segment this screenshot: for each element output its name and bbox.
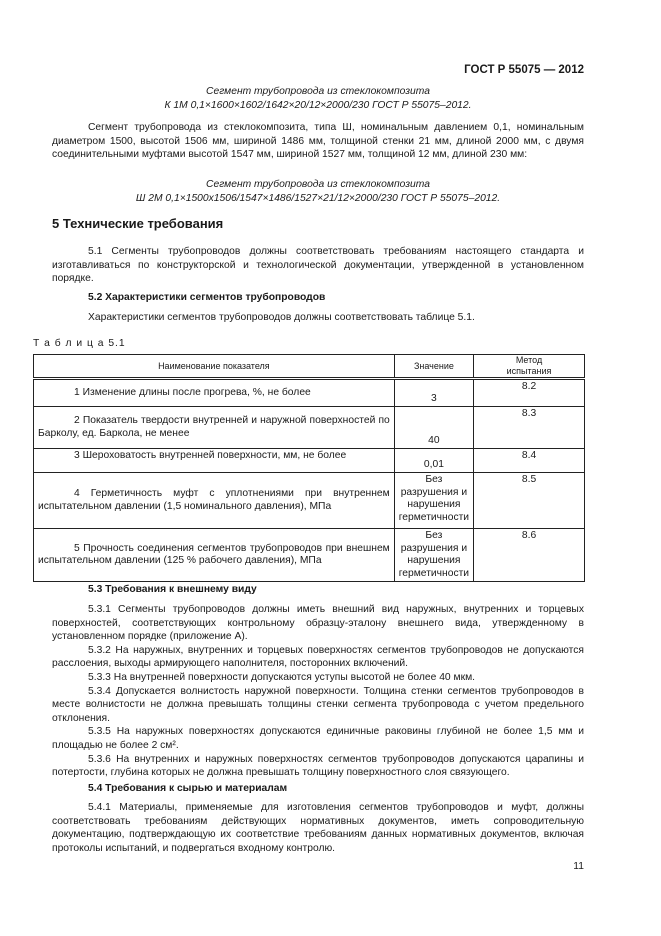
paragraph: 5.3.6 На внутренних и наружных поверхностях сегментов трубопроводов допускаются царапины и потертости, глубина которых не должна превышать толщину поверхностного слоя связующего.	[52, 753, 584, 779]
cell-indicator: 1 Изменение длины после прогрева, %, не более	[34, 379, 395, 407]
cell-method: 8.4	[474, 449, 585, 473]
table-header-row	[34, 355, 585, 379]
cell-value: Без разрушения и нарушения герметичности	[394, 473, 473, 529]
paragraph: 5.3.1 Сегменты трубопроводов должны иметь внешний вид наружных, внутренних и торцевых поверхностей, соответствующих контрольному образцу-эталону внешнего вида, утвержденному в установленном порядке (приложение А).	[52, 604, 584, 643]
section-heading: 5 Технические требования	[52, 216, 224, 231]
cell-indicator: 4 Герметичность муфт с уплотнениями при внутреннем испытательном давлении (1,5 номинального давления), МПа	[34, 473, 395, 529]
column-header: Значение	[394, 355, 473, 379]
cell-indicator: 5 Прочность соединения сегментов трубопроводов при внешнем испытательном давлении (125 % рабочего давления), МПа	[34, 529, 395, 582]
designation-example-1	[52, 85, 584, 112]
table-row	[34, 473, 585, 529]
cell-indicator: 2 Показатель твердости внутренней и наружной поверхностей по Барколу, ед. Баркола, не менее	[34, 407, 395, 449]
paragraph: 5.3.5 На наружных поверхностях допускаются единичные раковины глубиной не более 1,5 мм и площадью не более 2 см².	[52, 726, 584, 751]
paragraph: 5.3.2 На наружных, внутренних и торцевых поверхностях сегментов трубопроводов не допускаются расслоения, выходы армирующего наполнителя, посторонних включений.	[52, 644, 584, 670]
paragraph-type-sh: Сегмент трубопровода из стеклокомпозита, типа Ш, номинальным давлением 0,1, номинальным диаметром 1500, высотой 1506 мм, шириной 1486 мм, толщиной стенки 21 мм, длиной 2000 мм, с двумя соединительными муфтами высотой 1547 мм, шириной 1527 мм, толщиной 12 мм, длиной 230 мм:	[52, 122, 584, 161]
table-row	[34, 529, 585, 582]
table-caption: Т а б л и ц а 5.1	[33, 338, 126, 349]
paragraph: 5.3.4 Допускается волнистость наружной поверхности. Толщина стенки сегментов трубопроводов в месте волнистости не должна превышать толщины стенки сегмента трубопровода с учетом предельного отклонения.	[52, 685, 584, 724]
subsection-heading-5-4: 5.4 Требования к сырью и материалам	[88, 783, 288, 794]
table-row	[34, 407, 585, 449]
cell-value: 40	[394, 407, 473, 449]
paragraph-5-4-1: 5.4.1 Материалы, применяемые для изготовления сегментов трубопроводов и муфт, должны соответствовать требованиям действующих нормативных документов, иметь сопроводительную документацию, подтверждающую их соответствие требованиям данных нормативных документов, включая протоколы испытаний, и подвергаться входному контролю.	[52, 802, 584, 854]
cell-value: Без разрушения и нарушения герметичности	[394, 529, 473, 582]
paragraph-5-1: 5.1 Сегменты трубопроводов должны соответствовать требованиям настоящего стандарта и изготавливаться по конструкторской и технологической документации, утвержденной в установленном порядке.	[52, 246, 584, 285]
paragraph-5-2: Характеристики сегментов трубопроводов должны соответствовать таблице 5.1.	[88, 312, 475, 323]
cell-method: 8.2	[474, 379, 585, 407]
cell-indicator: 3 Шероховатость внутренней поверхности, мм, не более	[34, 449, 395, 473]
cell-method: 8.6	[474, 529, 585, 582]
designation-example-2	[52, 178, 584, 205]
standard-header: ГОСТ Р 55075 — 2012	[464, 64, 584, 76]
section-5-3-paragraphs	[52, 603, 584, 780]
paragraph: 5.3.3 На внутренней поверхности допускаются уступы высотой не более 40 мкм.	[88, 671, 476, 683]
subsection-heading-5-2: 5.2 Характеристики сегментов трубопроводов	[88, 292, 326, 303]
designation-line: Сегмент трубопровода из стеклокомпозита	[206, 86, 430, 97]
characteristics-table	[33, 354, 585, 582]
page-number: 11	[573, 861, 584, 872]
cell-value: 3	[394, 379, 473, 407]
column-header: Наименование показателя	[34, 355, 395, 379]
designation-line: Ш 2М 0,1×1500х1506/1547×1486/1527×21/12×2000/230 ГОСТ Р 55075–2012.	[135, 192, 501, 204]
table-row	[34, 449, 585, 473]
designation-line: К 1М 0,1×1600×1602/1642×20/12×2000/230 ГОСТ Р 55075–2012.	[164, 99, 472, 111]
column-header: Метод испытания	[474, 355, 585, 379]
subsection-heading-5-3: 5.3 Требования к внешнему виду	[88, 584, 257, 595]
table-row	[34, 379, 585, 407]
cell-method: 8.5	[474, 473, 585, 529]
cell-value: 0,01	[394, 449, 473, 473]
designation-line: Сегмент трубопровода из стеклокомпозита	[206, 179, 430, 190]
cell-method: 8.3	[474, 407, 585, 449]
